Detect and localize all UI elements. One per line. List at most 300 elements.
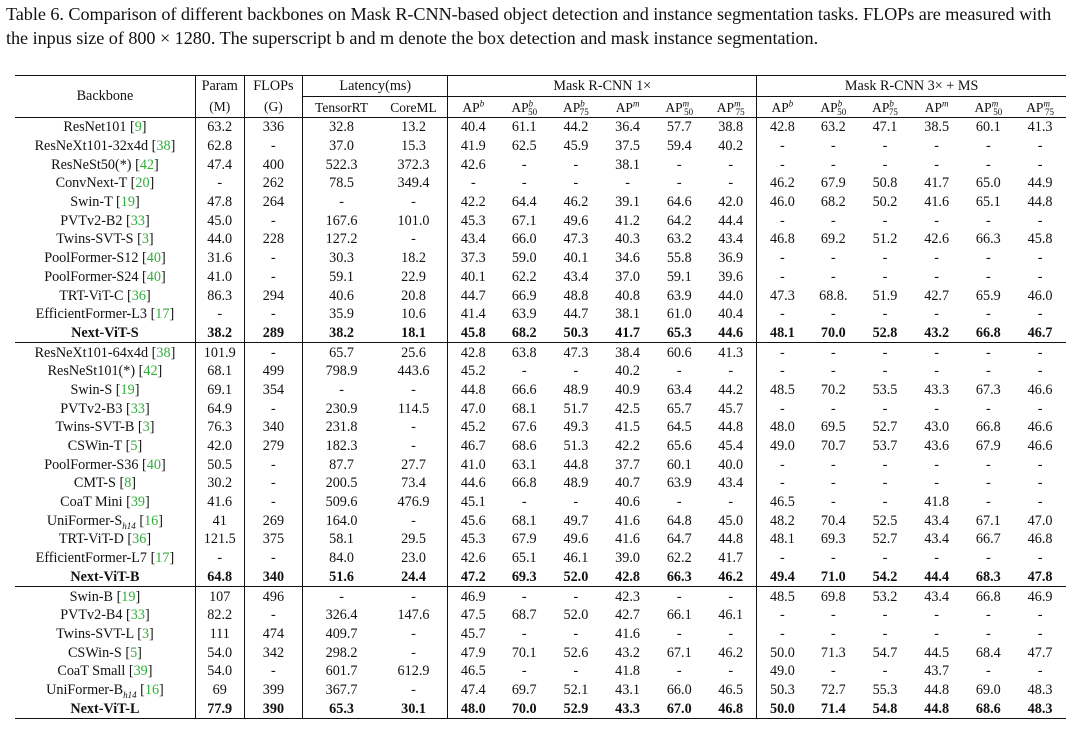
table-cell: 73.4: [380, 474, 448, 493]
table-cell: 46.8: [705, 699, 757, 718]
table-cell: -: [985, 607, 991, 624]
table-cell: 342: [244, 643, 303, 662]
table-cell: 67.9: [820, 175, 846, 192]
backbone-name: ResNeXt101-64x4d [38]: [15, 343, 195, 362]
citation-link[interactable]: 16: [144, 681, 160, 698]
table-cell: -: [934, 475, 940, 492]
table-cell: -: [830, 212, 836, 229]
table-cell: 43.2: [615, 644, 640, 661]
table-cell: 48.5: [757, 587, 808, 606]
table-cell: 38.2: [195, 324, 244, 343]
table-cell: -: [934, 306, 940, 323]
citation-link[interactable]: 9: [134, 119, 142, 136]
citation-link[interactable]: 16: [144, 512, 159, 529]
table-cell: 48.9: [563, 381, 589, 398]
table-cell: 69.3: [820, 531, 846, 548]
table-cell: 51.9: [872, 287, 898, 304]
backbone-name: PoolFormer-S24 [40]: [15, 268, 195, 287]
table-cell: 18.2: [380, 249, 448, 268]
table-cell: 63.4: [666, 381, 692, 398]
table-cell: -: [380, 681, 448, 700]
table-cell: 43.6: [924, 438, 950, 455]
table-cell: -: [780, 456, 785, 473]
table-cell: -: [882, 156, 888, 173]
table-cell: -: [882, 268, 888, 285]
table-cell: 46.5: [705, 681, 757, 700]
table-cell: 68.1: [511, 512, 537, 529]
citation-link[interactable]: 36: [131, 287, 146, 304]
table-cell: 31.6: [195, 249, 244, 268]
citation-link[interactable]: 5: [130, 438, 138, 455]
table-cell: -: [934, 625, 940, 642]
table-cell: 41.4: [460, 306, 486, 323]
citation-link[interactable]: 20: [135, 175, 150, 192]
table-cell: 37.3: [460, 250, 486, 267]
metric-header: $AP^m_{75}$: [705, 97, 757, 118]
table-cell: 340: [244, 418, 303, 437]
table-cell: 44.4: [705, 211, 757, 230]
table-cell: 409.7: [325, 625, 358, 642]
table-cell: 35.9: [329, 306, 354, 323]
table-cell: -: [380, 193, 448, 212]
citation-link[interactable]: 19: [120, 381, 135, 398]
table-cell: 40.8: [615, 287, 640, 304]
table-cell: -: [807, 343, 859, 362]
table-cell: 60.6: [653, 343, 705, 362]
table-cell: -: [705, 625, 757, 644]
table-cell: 43.7: [924, 663, 950, 680]
table-cell: 46.0: [1027, 287, 1053, 304]
table-cell: 63.9: [511, 306, 537, 323]
table-cell: 44.8: [460, 381, 486, 398]
table-cell: 30.3: [329, 250, 354, 267]
table-cell: 279: [244, 437, 303, 456]
table-cell: 46.1: [563, 550, 589, 567]
table-cell: 42.6: [924, 231, 950, 248]
table-cell: 47.2: [460, 568, 486, 585]
table-cell: -: [780, 550, 785, 567]
citation-link[interactable]: 3: [142, 419, 150, 436]
citation-link[interactable]: 3: [141, 625, 150, 642]
table-cell: 41.6: [195, 493, 244, 512]
table-cell: 601.7: [325, 663, 358, 680]
table-row: [15, 268, 1066, 287]
table-cell: 354: [244, 381, 303, 400]
table-cell: 48.9: [563, 475, 589, 492]
table-cell: 50.5: [195, 455, 244, 474]
table-cell: -: [985, 250, 991, 267]
table-cell: 65.9: [975, 287, 1001, 304]
citation-link[interactable]: 40: [146, 250, 161, 267]
table-cell: 496: [244, 587, 303, 606]
table-cell: 51.7: [563, 400, 589, 417]
backbone-name: Next-ViT-B: [15, 568, 195, 587]
backbone-name: Twins-SVT-B [3]: [15, 418, 195, 437]
table-cell: -: [780, 250, 785, 267]
table-cell: 40.3: [615, 231, 640, 248]
table-cell: 45.9: [563, 138, 589, 155]
table-cell: -: [830, 550, 836, 567]
table-cell: -: [244, 493, 303, 512]
table-cell: 68.2: [820, 194, 846, 211]
table-cell: 41.0: [460, 456, 486, 473]
table-cell: 63.9: [666, 287, 692, 304]
table-cell: -: [1037, 156, 1043, 173]
table-cell: 48.0: [769, 419, 795, 436]
table-cell: 51.6: [329, 568, 354, 585]
table-row: [15, 249, 1066, 268]
table-cell: 66.9: [511, 287, 537, 304]
table-cell: -: [882, 456, 888, 473]
table-cell: 22.9: [380, 268, 448, 287]
citation-link[interactable]: 40: [146, 456, 161, 473]
table-cell: 62.2: [666, 550, 692, 567]
table-cell: 67.3: [975, 381, 1001, 398]
table-cell: 46.6: [1027, 381, 1053, 398]
table-cell: 66.7: [975, 531, 1001, 548]
table-cell: 38.5: [924, 119, 950, 136]
table-cell: 47.3: [563, 231, 589, 248]
table-cell: -: [705, 587, 757, 606]
backbone-name: Twins-SVT-S [3]: [15, 230, 195, 249]
table-cell: 42.8: [448, 343, 499, 362]
table-cell: 44.2: [563, 119, 589, 136]
table-cell: -: [676, 663, 682, 680]
table-cell: 50.0: [757, 699, 808, 718]
table-cell: 71.4: [807, 699, 859, 718]
caption-label: Table 6.: [6, 4, 64, 24]
table-cell: 49.0: [769, 663, 795, 680]
table-cell: 43.4: [911, 587, 963, 606]
backbone-name: UniFormer-$B_{h14}$ [16]: [15, 681, 195, 700]
table-cell: -: [830, 494, 836, 511]
citation-link[interactable]: 3: [141, 231, 149, 248]
table-cell: 30.1: [380, 699, 448, 718]
table-cell: 167.6: [325, 212, 358, 229]
citation-link[interactable]: 39: [133, 663, 148, 680]
citation-link[interactable]: 42: [139, 156, 154, 173]
table-cell: 30.2: [195, 474, 244, 493]
table-cell: 69: [195, 681, 244, 700]
backbone-name: PVTv2-B2 [33]: [15, 211, 195, 230]
table-cell: -: [380, 625, 448, 644]
table-cell: -: [830, 456, 836, 473]
table-cell: 62.2: [511, 268, 537, 285]
table-cell: 55.3: [872, 681, 898, 698]
backbone-name: CMT-S [8]: [15, 474, 195, 493]
table-cell: 41.2: [615, 212, 640, 229]
table-cell: -: [882, 363, 888, 380]
table-cell: -: [244, 137, 303, 156]
table-cell: -: [882, 625, 888, 642]
table-cell: -: [1037, 607, 1043, 624]
backbone-name: ResNeXt101-32x4d [38]: [15, 137, 195, 156]
table-cell: 47.5: [460, 607, 486, 624]
table-row: [15, 511, 1066, 530]
table-cell: -: [705, 362, 757, 381]
table-row: [15, 681, 1066, 700]
table-cell: -: [1037, 663, 1043, 680]
table-cell: -: [244, 474, 303, 493]
col-header-coreml: CoreML: [380, 97, 448, 118]
citation-link[interactable]: 19: [120, 194, 135, 211]
table-cell: 46.2: [705, 568, 757, 587]
table-cell: 64.6: [666, 194, 692, 211]
table-cell: 66.8: [511, 475, 537, 492]
table-cell: -: [1037, 268, 1043, 285]
table-cell: -: [985, 663, 991, 680]
citation-link[interactable]: 19: [121, 588, 136, 605]
table-cell: 45.2: [460, 419, 486, 436]
table-row: [15, 230, 1066, 249]
table-cell: -: [934, 212, 940, 229]
table-cell: -: [780, 400, 785, 417]
table-cell: 42.2: [460, 194, 486, 211]
table-cell: 68.6: [962, 699, 1014, 718]
table-cell: -: [985, 475, 991, 492]
table-cell: 53.5: [872, 381, 898, 398]
table-cell: 114.5: [380, 399, 448, 418]
citation-link[interactable]: 38: [156, 138, 171, 155]
metric-header: $AP^m_{75}$: [1014, 97, 1066, 118]
citation-link[interactable]: 38: [156, 344, 171, 361]
table-cell: 68.8.: [819, 287, 848, 304]
table-cell: 42.8: [615, 568, 640, 585]
table-cell: -: [859, 343, 911, 362]
table-cell: 42.6: [460, 156, 486, 173]
table-cell: 38.1: [615, 156, 640, 173]
table-row: [15, 606, 1066, 625]
table-cell: -: [244, 249, 303, 268]
table-cell: 69.3: [511, 568, 537, 585]
table-cell: 63.2: [195, 118, 244, 137]
table-cell: 43.3: [602, 699, 654, 718]
table-cell: -: [882, 663, 888, 680]
table-cell: 228: [244, 230, 303, 249]
table-cell: 66.0: [511, 231, 537, 248]
table-cell: 121.5: [195, 530, 244, 549]
table-cell: 63.1: [511, 456, 537, 473]
table-cell: 52.6: [563, 644, 589, 661]
table-cell: -: [780, 607, 785, 624]
table-row: [15, 193, 1066, 212]
backbone-name: PoolFormer-S36 [40]: [15, 455, 195, 474]
table-cell: 40.1: [460, 268, 486, 285]
table-cell: 182.3: [325, 438, 358, 455]
table-cell: 41.9: [460, 138, 486, 155]
table-cell: 10.6: [380, 305, 448, 324]
table-cell: 42.2: [615, 438, 640, 455]
citation-link[interactable]: 33: [130, 400, 145, 417]
table-cell: 69.8: [807, 587, 859, 606]
table-cell: 65.0: [975, 175, 1001, 192]
table-cell: -: [780, 625, 785, 642]
table-cell: 66.0: [666, 681, 692, 698]
table-cell: 24.4: [380, 568, 448, 587]
table-body: [15, 118, 1066, 719]
table-cell: 45.3: [460, 531, 486, 548]
table-cell: 65.7: [303, 343, 380, 362]
table-cell: 390: [244, 699, 303, 718]
table-cell: 51.3: [563, 438, 589, 455]
table-cell: 48.3: [1014, 699, 1066, 718]
table-cell: 367.7: [325, 681, 358, 698]
citation-link[interactable]: 8: [124, 475, 132, 492]
table-cell: 47.8: [195, 193, 244, 212]
table-cell: 46.5: [769, 494, 795, 511]
citation-link[interactable]: 42: [143, 363, 158, 380]
table-cell: 289: [244, 324, 303, 343]
table-cell: 46.7: [460, 438, 486, 455]
table-cell: 68.1: [511, 400, 537, 417]
table-cell: 65.3: [303, 699, 380, 718]
table-cell: 42.3: [602, 587, 654, 606]
table-cell: -: [934, 456, 940, 473]
table-cell: 87.7: [329, 456, 354, 473]
table-cell: -: [521, 156, 527, 173]
metric-header: $AP^m$: [911, 97, 963, 118]
table-cell: 49.4: [769, 568, 795, 585]
table-cell: -: [985, 494, 991, 511]
table-cell: 44.8: [924, 681, 950, 698]
table-cell: 65.1: [511, 550, 537, 567]
table-cell: 67.0: [653, 699, 705, 718]
table-cell: 231.8: [325, 419, 358, 436]
table-cell: 59.4: [666, 138, 692, 155]
table-cell: 27.7: [380, 455, 448, 474]
table-cell: 41.3: [705, 343, 757, 362]
table-cell: -: [625, 175, 630, 192]
col-header-backbone: Backbone: [15, 76, 195, 118]
citation-link[interactable]: 17: [155, 306, 170, 323]
citation-link[interactable]: 5: [130, 644, 138, 661]
citation-link[interactable]: 33: [130, 212, 145, 229]
table-cell: 58.1: [329, 531, 354, 548]
table-cell: 72.7: [820, 681, 846, 698]
table-cell: 40.2: [705, 137, 757, 156]
citation-link[interactable]: 39: [130, 494, 146, 511]
table-cell: -: [195, 305, 244, 324]
table-cell: 372.3: [380, 155, 448, 174]
table-row: [15, 625, 1066, 644]
table-cell: 49.6: [563, 531, 589, 548]
table-cell: 200.5: [325, 475, 358, 492]
table-cell: 46.8: [1027, 531, 1053, 548]
table-cell: 53.2: [859, 587, 911, 606]
table-cell: 43.1: [615, 681, 640, 698]
metric-header: $AP^b_{50}$: [807, 97, 859, 118]
citation-link[interactable]: 33: [130, 607, 145, 624]
table-cell: -: [934, 268, 940, 285]
backbone-name: EfficientFormer-L3 [17]: [15, 305, 195, 324]
table-cell: 68.3: [975, 568, 1001, 585]
table-cell: -: [830, 475, 836, 492]
table-cell: 15.3: [380, 137, 448, 156]
table-cell: 42.0: [705, 193, 757, 212]
backbone-name: ConvNext-T [20]: [15, 174, 195, 193]
table-cell: 41.6: [615, 625, 640, 642]
table-cell: 25.6: [380, 343, 448, 362]
table-cell: 107: [195, 587, 244, 606]
table-cell: -: [1037, 212, 1043, 229]
table-cell: 70.7: [820, 438, 846, 455]
table-cell: 522.3: [325, 156, 358, 173]
table-cell: -: [780, 363, 785, 380]
table-cell: 269: [244, 511, 303, 530]
table-cell: -: [573, 494, 579, 511]
table-cell: -: [934, 250, 940, 267]
table-row: [15, 137, 1066, 156]
table-cell: -: [985, 306, 991, 323]
table-cell: 68.2: [511, 324, 537, 341]
table-cell: -: [573, 625, 579, 642]
table-row-highlight: [15, 324, 1066, 343]
table-cell: 86.3: [195, 286, 244, 305]
table-cell: 42.7: [924, 287, 950, 304]
table-cell: 52.7: [872, 419, 898, 436]
citation-link[interactable]: 17: [155, 550, 170, 567]
table-cell: 50.2: [872, 194, 898, 211]
table-cell: -: [303, 587, 380, 606]
table-cell: 67.6: [511, 419, 537, 436]
table-cell: 41.8: [615, 663, 640, 680]
table-cell: 45.1: [460, 494, 486, 511]
table-cell: 41.6: [615, 512, 640, 529]
table-cell: 42.0: [195, 437, 244, 456]
table-cell: 47.0: [460, 400, 486, 417]
table-cell: -: [985, 625, 991, 642]
table-cell: 111: [195, 625, 244, 644]
table-cell: 39.0: [615, 550, 640, 567]
table-cell: 71.0: [820, 568, 846, 585]
table-cell: 47.9: [460, 644, 486, 661]
table-cell: -: [380, 437, 448, 456]
table-cell: 70.1: [511, 644, 537, 661]
table-cell: 64.7: [666, 531, 692, 548]
table-cell: 262: [244, 174, 303, 193]
table-cell: -: [521, 363, 527, 380]
backbone-name: TRT-ViT-C [36]: [15, 286, 195, 305]
table-cell: 40.6: [329, 287, 354, 304]
table-cell: 127.2: [325, 231, 358, 248]
citation-link[interactable]: 36: [132, 531, 147, 548]
table-cell: 41.3: [1027, 119, 1053, 136]
table-cell: 68.1: [195, 362, 244, 381]
table-cell: 40.4: [460, 119, 486, 136]
citation-link[interactable]: 40: [146, 268, 161, 285]
table-cell: 68.6: [511, 438, 537, 455]
table-cell: 67.9: [511, 531, 537, 548]
table-cell: 47.7: [1027, 644, 1053, 661]
table-cell: 38.8: [705, 118, 757, 137]
table-cell: 48.3: [1027, 681, 1053, 698]
table-cell: 69.2: [820, 231, 846, 248]
table-cell: -: [244, 455, 303, 474]
table-row: [15, 362, 1066, 381]
table-cell: 48.8: [563, 287, 589, 304]
table-cell: 46.9: [1014, 587, 1066, 606]
table-cell: 44.8: [911, 699, 963, 718]
table-cell: -: [705, 174, 757, 193]
table-cell: 230.9: [325, 400, 358, 417]
table-cell: 59.1: [666, 268, 692, 285]
table-cell: 43.4: [563, 268, 589, 285]
table-cell: 46.6: [1027, 438, 1053, 455]
table-cell: 42.6: [460, 550, 486, 567]
table-row: [15, 530, 1066, 549]
table-cell: -: [244, 662, 303, 681]
table-cell: 47.0: [1027, 512, 1053, 529]
